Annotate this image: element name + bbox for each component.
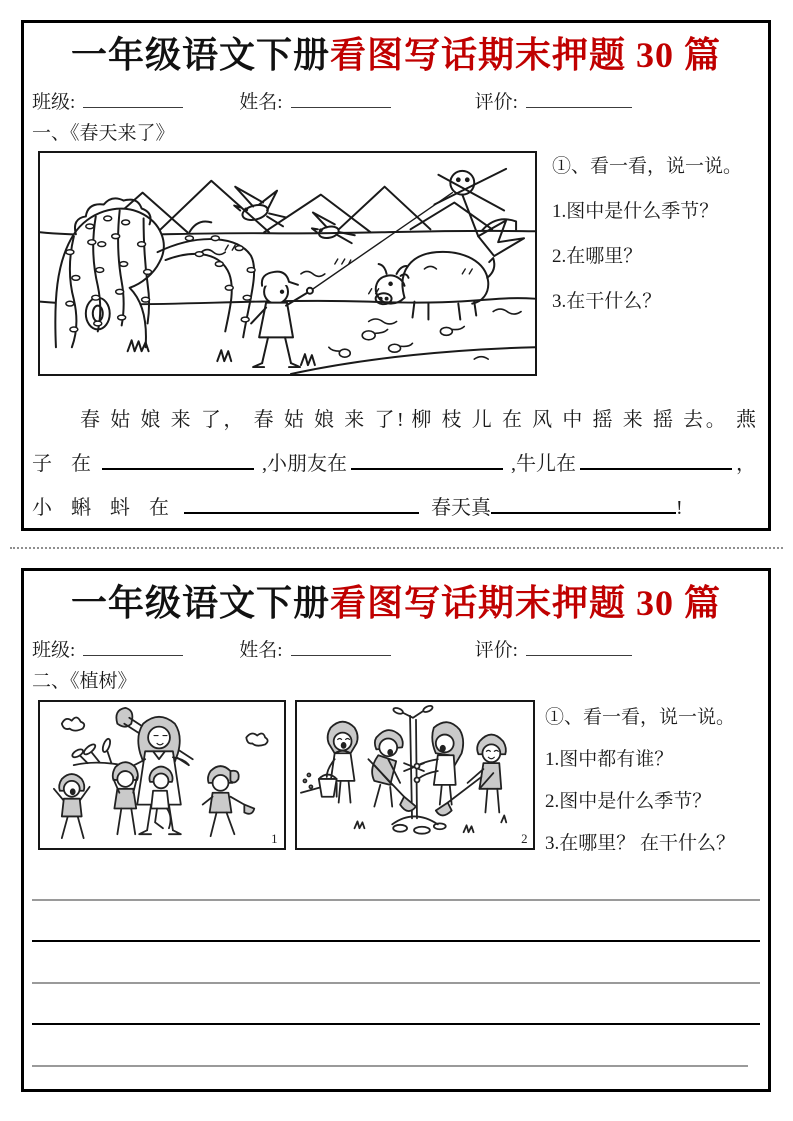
paragraph-text: ,小朋友在 (262, 453, 347, 475)
question-1: 1.图中是什么季节？ (552, 201, 719, 222)
paragraph-text: 春天真 (431, 497, 491, 519)
paragraph-line-2 (32, 444, 756, 488)
writing-line-5 (32, 1065, 748, 1067)
boy-digging (368, 730, 416, 811)
paragraph-text: 小 蝌 蚪 在 (32, 497, 176, 519)
fill-blank-cows (580, 466, 732, 470)
student-info-row (32, 635, 632, 662)
planting-scene-1-illustration (38, 700, 286, 850)
planting-scene-2-illustration (295, 700, 535, 850)
worksheet-card-1 (21, 20, 771, 531)
planting-scene-2-drawing (297, 702, 533, 848)
worksheet-card-2 (21, 568, 771, 1092)
kite-string (309, 193, 452, 292)
paragraph-text: ,牛儿在 (511, 453, 576, 475)
planting-scene-1-drawing (40, 702, 284, 848)
student-info-row (32, 87, 632, 114)
paragraph-line-3 (32, 488, 756, 532)
paragraph-line-1: 春 姑 娘 来 了， 春 姑 娘 来 了! 柳 枝 儿 在 风 中 摇 来 摇 去。 燕 (80, 409, 756, 431)
fill-blank-children (351, 466, 503, 470)
question-intro: ①、看一看，说一说。 (552, 156, 743, 177)
page-title-red: 看图写话期末押题 30 篇 (330, 583, 722, 623)
page-title-red: 看图写话期末押题 30 篇 (330, 35, 722, 75)
boy-flying-kite (251, 272, 313, 367)
child-figure-2 (113, 762, 138, 834)
section-heading-planting: 二、《植树》 (32, 671, 137, 692)
name-blank-line (291, 653, 391, 656)
writing-line-4 (32, 1023, 760, 1025)
page-title (24, 575, 768, 626)
name-blank-line (291, 105, 391, 108)
swallow-icon-2 (312, 212, 355, 243)
class-label: 班级: (32, 640, 76, 661)
fill-blank-spring (491, 510, 676, 514)
fill-blank-tadpoles (184, 510, 419, 514)
evaluation-label: 评价: (474, 640, 518, 661)
paragraph-text: ! (676, 497, 683, 519)
willow-tree (55, 198, 255, 347)
child-figure-4 (203, 766, 255, 836)
page-title-black: 一年级语文下册 (70, 35, 330, 75)
paragraph-text: 子 在 (32, 453, 98, 475)
picture-number-2: 2 (521, 832, 528, 847)
class-blank-line (83, 653, 183, 656)
section-heading-spring: 一、《春天来了》 (32, 123, 175, 144)
writing-line-2 (32, 940, 760, 942)
writing-line-1 (32, 899, 760, 901)
evaluation-blank-line (526, 653, 632, 656)
question-3: 3.在哪里？ 在干什么？ (545, 833, 736, 854)
spring-scene-illustration (38, 151, 537, 376)
dirt-mound (392, 816, 446, 833)
fill-in-paragraph (32, 400, 756, 532)
question-list-planting (545, 707, 735, 855)
question-1: 1.图中都有谁？ (545, 749, 674, 770)
paragraph-text: ， (736, 453, 756, 475)
swallow-icon (234, 187, 286, 227)
name-label: 姓名: (239, 92, 283, 113)
writing-line-3 (32, 982, 760, 984)
mountains (98, 181, 516, 233)
spring-scene-drawing (40, 153, 535, 374)
class-label: 班级: (32, 92, 76, 113)
fill-blank-swallows (102, 466, 254, 470)
girl-holding-sapling (415, 722, 464, 804)
question-3: 3.在干什么？ (552, 291, 662, 312)
class-blank-line (83, 105, 183, 108)
name-label: 姓名: (239, 640, 283, 661)
evaluation-blank-line (526, 105, 632, 108)
grazing-cow (376, 252, 495, 320)
child-figure-1 (54, 774, 90, 838)
page-title-black: 一年级语文下册 (70, 583, 330, 623)
page-title (24, 27, 768, 78)
question-2: 2.在哪里？ (552, 246, 643, 267)
evaluation-label: 评价: (474, 92, 518, 113)
question-2: 2.图中是什么季节？ (545, 791, 712, 812)
page-divider (10, 547, 783, 549)
question-intro: ①、看一看，说一说。 (545, 707, 736, 728)
picture-number-1: 1 (271, 832, 278, 847)
question-list-spring (552, 156, 742, 313)
